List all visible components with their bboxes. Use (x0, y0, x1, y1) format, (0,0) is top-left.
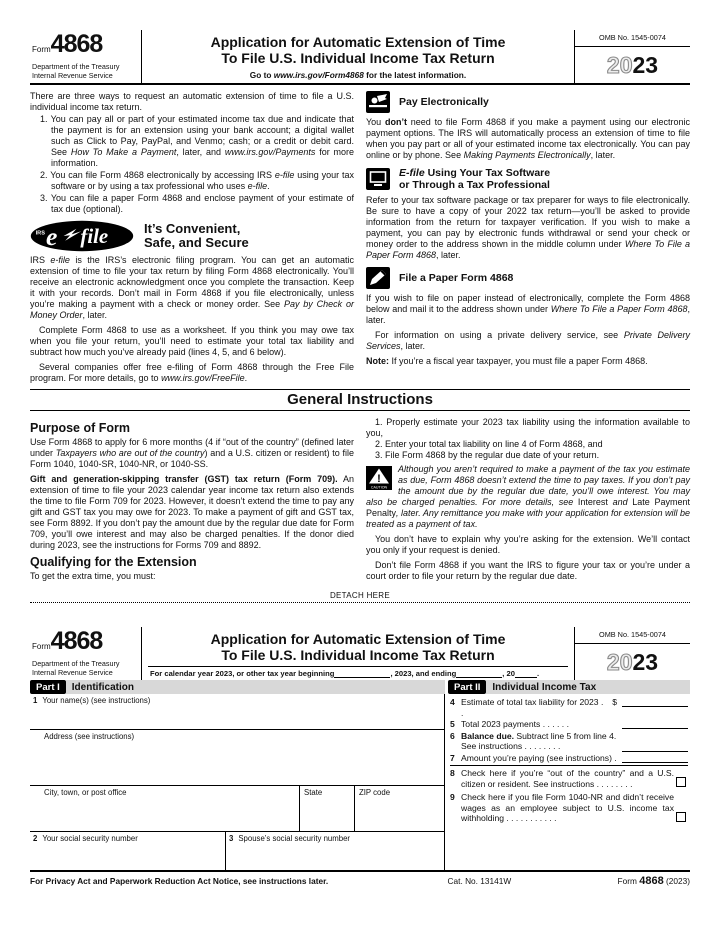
out-of-country-checkbox[interactable] (676, 777, 686, 787)
detachable-form (30, 627, 690, 887)
name-field-label: Your name(s) (see instructions) (42, 696, 151, 705)
lower-form-title-block (142, 627, 574, 680)
line6-label: Balance due. Subtract line 5 from line 4. See instructions . . . . . . . . (461, 731, 619, 752)
individual-income-tax-column (445, 694, 690, 870)
paper-form-heading-row (366, 267, 690, 289)
line5-amount-field[interactable] (622, 719, 688, 729)
city-state-zip-row (30, 786, 444, 832)
line9-label: Check here if you file Form 1040-NR and didn’t receive wages as an employee subject to U.S. income tax withholding . . . . . . . . . . . (461, 792, 674, 823)
efile-software-heading: E-file Using Your Tax Software or Through a Tax Professional (399, 167, 551, 191)
dollar-sign: $ (612, 697, 617, 707)
zip-field-label: ZIP code (359, 788, 391, 797)
intro-item-3: 3. You can file a paper Form 4868 and enclose payment of your estimate of tax due (optional). (40, 193, 354, 214)
line1-number: 1 (33, 696, 38, 705)
efile-tagline: It’s Convenient, Safe, and Secure (144, 221, 249, 250)
part2-title: Individual Income Tax (486, 680, 690, 694)
part1-bar (30, 680, 445, 694)
spouse-ssn-field[interactable] (226, 832, 444, 870)
form-title-line2: To File U.S. Individual Income Tax Return (221, 647, 495, 663)
purpose-of-form-heading: Purpose of Form (30, 421, 131, 435)
line9-number: 9 (450, 792, 455, 802)
line7-divider (450, 765, 688, 766)
calendar-seg1: For calendar year 2023, or other tax year beginning (150, 669, 335, 678)
line9-row (450, 792, 688, 824)
calendar-year-line (148, 666, 568, 679)
line6-label2: See instructions . . . . . . . . (461, 741, 561, 751)
part2-label: Part II (448, 680, 486, 694)
tax-year: 20 23 (606, 648, 659, 675)
state-field-label: State (304, 788, 323, 797)
line7-amount-field[interactable] (622, 753, 688, 763)
form-title-block (142, 30, 574, 83)
calendar-seg3: , 20 (502, 669, 515, 678)
detach-dotted-line (30, 602, 690, 603)
line7-number: 7 (450, 752, 455, 763)
form-body (30, 694, 690, 872)
tax-year-beginning-field[interactable] (334, 669, 390, 678)
spouse-ssn-label: Spouse’s social security number (238, 834, 351, 843)
form-footer-id: Form 4868 (2023) (617, 875, 690, 887)
line4-row (450, 697, 688, 718)
dept-treasury-label: Department of the Treasury Internal Revenue Service (32, 62, 120, 80)
paper-form-paragraph-2: For information on using a private delivery service, see Private Delivery Services, later. (366, 330, 690, 351)
general-instructions-columns (30, 417, 690, 582)
line7-row (450, 753, 688, 764)
line7-label: Amount you’re paying (see instructions) . (461, 752, 617, 763)
step-2: 2. Enter your total tax liability on line 4 of Form 4868, and (375, 439, 603, 449)
line5-label: Total 2023 payments . . . . . . (461, 719, 569, 729)
qualifying-heading: Qualifying for the Extension (30, 555, 197, 569)
qualifying-paragraph: To get the extra time, you must: (30, 571, 156, 581)
top-form-header (30, 30, 690, 85)
line4-label: Estimate of total tax liability for 2023 . . (461, 697, 604, 718)
general-left-column (30, 417, 354, 582)
identification-grid (30, 694, 445, 870)
form-word: Form (32, 45, 51, 54)
pay-electronically-paragraph: You don’t need to file Form 4868 if you make a payment using our electronic payment options. The IRS will automatically process an extension of time to file when you pay part or all of your estimated income tax electronically. You can pay online or by phone. See Making Payments Electronically, later. (366, 117, 690, 160)
purpose-paragraph-2: Gift and generation-skipping transfer (GST) tax return (Form 709). An extension of time to file your 2023 calendar year income tax return also extends the time to file Form 709 for 2023. However, it doesn’t extend the time to pay any gift and GST tax you may owe for 2023. To make a payment of gift and GST tax, see Form 8892. If you don’t pay the amount due by the regular due date for Form 709, you’ll owe interest and may also be charged penalties. If the donor died during 2023, see the instructions for Forms 709 and 8892. (30, 474, 354, 550)
form-word: Form (32, 642, 51, 651)
purpose-paragraph-1: Use Form 4868 to apply for 6 more months (4 if “out of the country” (defined later under Taxpayers who are out of the country) and a U.S. citizen or resident) to file Form 1040, 1040-SR, 1040-NR, or 1040-SS. (30, 437, 354, 469)
omb-number: OMB No. 1545-0074 (575, 30, 690, 47)
caution-paragraph: Although you aren’t required to make a payment of the tax you estimate as due, Form 4868 doesn’t extend the time to pay taxes. If you don’t pay the amount due by the regular due date, you’ll owe interest. You may also be charged penalties. For more details, see Interest and Late Payment Penalty, later. Any remittance you make with your application for extension will be treated as a payment of tax. (366, 464, 691, 529)
paper-form-paragraph-1: If you wish to file on paper instead of electronically, complete the Form 4868 below and mail it to the address shown under Where To File a Paper Form 4868, later. (366, 293, 691, 325)
form-1040nr-checkbox[interactable] (676, 812, 686, 822)
zip-field[interactable] (354, 786, 444, 831)
svg-text:!: ! (377, 473, 381, 485)
efile-paragraph-2: Complete Form 4868 to use as a worksheet. If you think you may owe tax when you file your return, you’ll need to estimate your total tax liability and subtract how much you’ve already paid (lines 4, 5, and 6 below). (30, 325, 354, 357)
form-subtitle: Go to www.irs.gov/Form4868 for the latest information. (249, 69, 467, 80)
efile-brand-row (30, 220, 354, 252)
omb-year-block (574, 30, 690, 83)
svg-text:e: e (46, 221, 58, 251)
line4-number: 4 (450, 697, 455, 707)
part2-bar (448, 680, 690, 694)
line5-row (450, 719, 688, 730)
line8-row (450, 768, 688, 789)
instructions-top (30, 91, 690, 384)
pay-electronically-heading: Pay Electronically (399, 96, 489, 108)
your-ssn-label: Your social security number (42, 834, 138, 843)
general-instructions-heading: General Instructions (30, 389, 690, 411)
line6-number: 6 (450, 730, 455, 741)
general-right-column (366, 417, 690, 582)
irs-efile-logo (30, 220, 134, 252)
step-3: 3. File Form 4868 by the regular due date of your return. (375, 450, 600, 460)
left-column (30, 91, 354, 384)
general-paragraph-2: You don’t have to explain why you’re asking for the extension. We’ll contact you only if your request is denied. (366, 534, 690, 555)
lower-form-number-block (30, 627, 142, 680)
step-1: 1. Properly estimate your 2023 tax liability using the information available to you, (366, 417, 690, 438)
line4-amount-field[interactable] (622, 697, 688, 707)
privacy-act-notice: For Privacy Act and Paperwork Reduction Act Notice, see instructions later. (30, 876, 329, 886)
paper-form-heading: File a Paper Form 4868 (399, 272, 514, 284)
state-field[interactable] (299, 786, 354, 831)
computer-icon (366, 168, 390, 190)
city-field[interactable] (30, 786, 299, 831)
calendar-seg4: . (536, 669, 540, 678)
line2-number: 2 (33, 834, 38, 843)
lower-omb-year-block (574, 627, 690, 680)
form-title-line1: Application for Automatic Extension of Time (210, 631, 506, 647)
line5-number: 5 (450, 719, 455, 729)
lower-form-header (30, 627, 690, 680)
pay-electronically-heading-row (366, 91, 690, 113)
efile-software-heading-row (366, 167, 690, 191)
part1-label: Part I (30, 680, 66, 694)
intro-item-2: 2. You can file Form 4868 electronically by accessing IRS e-file using your tax software or by using a tax professional who uses e-file. (40, 170, 355, 191)
form-title-line1: Application for Automatic Extension of Time (210, 33, 506, 50)
address-field[interactable] (30, 730, 444, 786)
tax-year: 20 23 (606, 51, 659, 78)
svg-text:file: file (80, 225, 109, 249)
address-field-label: Address (see instructions) (44, 732, 135, 741)
pencil-icon (366, 267, 390, 289)
form-title-line2: To File U.S. Individual Income Tax Return (221, 49, 495, 66)
right-column (366, 91, 690, 384)
general-paragraph-3: Don’t file Form 4868 if you want the IRS to figure your tax or you’re under a court order to file your return by the regular due date. (366, 560, 690, 581)
form-footer (30, 875, 690, 887)
efile-paragraph-1: IRS e-file is the IRS’s electronic filing program. You can get an automatic extension of time to file your tax return by filing Form 4868 electronically. You’ll receive an electronic acknowledgment once you complete the transaction. Keep it with your records. Don’t mail in Form 4868 if you file electronically, unless you’re making a payment with a check or money order. See Pay by Check or Money Order, later. (30, 255, 355, 320)
omb-number: OMB No. 1545-0074 (575, 627, 690, 644)
your-ssn-field[interactable] (30, 832, 226, 870)
calendar-seg2: , 2023, and ending (390, 669, 457, 678)
form-number: 4868 (50, 30, 103, 58)
form-number: 4868 (50, 627, 103, 655)
tax-year-ending-field[interactable] (456, 669, 502, 678)
form-number-block (30, 30, 142, 83)
svg-text:CAUTION: CAUTION (370, 485, 388, 490)
line6-amount-field[interactable] (622, 742, 688, 752)
city-field-label: City, town, or post office (44, 788, 127, 797)
catalog-number: Cat. No. 13141W (447, 876, 512, 886)
line3-number: 3 (229, 834, 234, 843)
caution-icon (366, 466, 392, 490)
line6-row (450, 731, 688, 752)
ssn-row (30, 832, 444, 870)
tax-year-ending-year-field[interactable] (515, 669, 540, 678)
line8-label: Check here if you’re “out of the country” and a U.S. citizen or resident. See instructions . . . . . . . . (461, 768, 674, 789)
detach-here-label: DETACH HERE (329, 591, 391, 600)
dept-treasury-label: Department of the Treasury Internal Revenue Service (32, 659, 120, 677)
efile-software-paragraph: Refer to your tax software package or tax preparer for ways to file electronically. Be sure to have a copy of your 2022 tax return—you’ll be asked to provide information from the return for taxpayer verification. If you wish to make a payment, you can pay by electronic funds withdrawal or send your check or money order to the address shown in the middle column under Where To File a Paper Form 4868, later. (366, 195, 690, 260)
part-header-bars (30, 680, 690, 694)
efile-paragraph-3: Several companies offer free e-filing of Form 4868 through the Free File program. For more details, go to www.irs.gov/FreeFile. (30, 362, 354, 383)
pay-electronically-icon (366, 91, 390, 113)
intro-paragraph: There are three ways to request an automatic extension of time to file a U.S. individual income tax return. (30, 91, 354, 112)
caution-block (366, 464, 690, 530)
line8-number: 8 (450, 768, 455, 778)
intro-item-1: 1. You can pay all or part of your estimated income tax due and indicate that the payment is for an extension using your bank account; a digital wallet such as Click to Pay, PayPal, and Venmo; cash; or a credit or debit card. See How To Make a Payment, later, and www.irs.gov/Payments for more information. (40, 114, 355, 168)
paper-form-note: Note: If you’re a fiscal year taxpayer, you must file a paper Form 4868. (366, 356, 648, 366)
part1-title: Identification (66, 680, 445, 694)
svg-text:IRS: IRS (35, 230, 45, 237)
name-field[interactable] (30, 694, 444, 730)
